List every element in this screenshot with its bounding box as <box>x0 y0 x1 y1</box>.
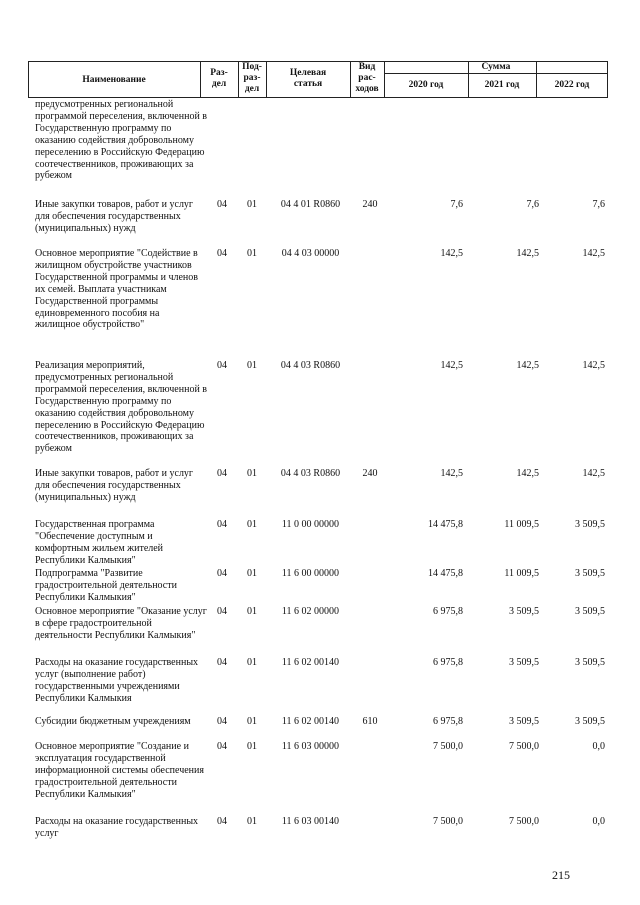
row-expense-type: 610 <box>362 716 378 727</box>
row-sum-2021: 3 509,5 <box>509 606 539 617</box>
row-razdel: 04 <box>217 657 227 668</box>
row-sum-2021: 3 509,5 <box>509 657 539 668</box>
row-target-article: 11 6 03 00140 <box>281 816 340 827</box>
row-sum-2022: 0,0 <box>592 741 605 752</box>
header-podrazdel: Под- раз- дел <box>242 62 262 94</box>
row-name: Реализация мероприятий, предусмотренных региональной программой переселения, включенной в Государственную программу по оказанию содействия добровольному переселению в Российскую Федерацию соотечественников, проживающих за рубежом <box>35 360 208 455</box>
row-podrazdel: 01 <box>247 248 257 259</box>
page-number: 215 <box>552 868 570 882</box>
header-sum: Сумма <box>481 62 511 72</box>
row-sum-2021: 11 009,5 <box>504 519 539 530</box>
row-razdel: 04 <box>217 606 227 617</box>
row-razdel: 04 <box>217 816 227 827</box>
row-sum-2020: 6 975,8 <box>433 716 463 727</box>
row-sum-2021: 3 509,5 <box>509 716 539 727</box>
row-podrazdel: 01 <box>247 716 257 727</box>
row-sum-2022: 0,0 <box>592 816 605 827</box>
row-sum-2020: 142,5 <box>440 360 463 371</box>
header-name: Наименование <box>82 75 146 85</box>
row-sum-2021: 11 009,5 <box>504 568 539 579</box>
row-name: Субсидии бюджетным учреждениям <box>35 716 191 727</box>
row-podrazdel: 01 <box>247 568 257 579</box>
row-sum-2022: 3 509,5 <box>575 568 605 579</box>
row-target-article: 04 4 01 R0860 <box>280 199 341 210</box>
row-sum-2020: 14 475,8 <box>428 519 463 530</box>
row-name: Иные закупки товаров, работ и услуг для обеспечения государственных (муниципальных) нужд <box>35 468 194 503</box>
row-expense-type: 240 <box>362 468 378 479</box>
row-sum-2020: 7 500,0 <box>433 816 463 827</box>
row-target-article: 11 6 02 00140 <box>281 657 340 668</box>
row-expense-type: 240 <box>362 199 378 210</box>
row-sum-2022: 142,5 <box>582 468 605 479</box>
row-podrazdel: 01 <box>247 199 257 210</box>
row-sum-2020: 142,5 <box>440 468 463 479</box>
row-sum-2022: 3 509,5 <box>575 519 605 530</box>
row-sum-2022: 3 509,5 <box>575 606 605 617</box>
row-name: предусмотренных региональной программой переселения, включенной в Государственную программу по оказанию содействия добровольному переселению в Российскую Федерацию соотечественников, проживающих за рубежом <box>35 99 208 182</box>
row-sum-2022: 3 509,5 <box>575 716 605 727</box>
row-name: Расходы на оказание государственных услуг <box>35 816 199 839</box>
row-name: Основное мероприятие "Создание и эксплуатация государственной информационной системы обеспечения градостроительной деятельности Республики Калмыкия" <box>35 741 204 800</box>
row-podrazdel: 01 <box>247 519 257 530</box>
header-vid: Вид рас- ходов <box>355 62 379 94</box>
row-sum-2021: 142,5 <box>516 360 539 371</box>
header-year-2022: 2022 год <box>554 80 590 90</box>
row-razdel: 04 <box>217 468 227 479</box>
row-podrazdel: 01 <box>247 606 257 617</box>
header-year-2021: 2021 год <box>484 80 520 90</box>
row-sum-2020: 6 975,8 <box>433 606 463 617</box>
row-sum-2022: 3 509,5 <box>575 657 605 668</box>
row-razdel: 04 <box>217 360 227 371</box>
row-razdel: 04 <box>217 248 227 259</box>
row-name: Иные закупки товаров, работ и услуг для обеспечения государственных (муниципальных) нужд <box>35 199 194 234</box>
row-sum-2021: 7 500,0 <box>509 816 539 827</box>
row-sum-2022: 7,6 <box>592 199 605 210</box>
header-razdel: Раз- дел <box>210 68 228 89</box>
row-sum-2021: 142,5 <box>516 248 539 259</box>
row-name: Государственная программа "Обеспечение доступным и комфортным жильем жителей Республики Калмыкия" <box>35 519 164 566</box>
row-target-article: 11 6 02 00000 <box>281 606 340 617</box>
row-sum-2021: 142,5 <box>516 468 539 479</box>
row-name: Расходы на оказание государственных услуг (выполнение работ) государственными учреждениями Республики Калмыкия <box>35 657 199 704</box>
header-target: Целевая статья <box>289 68 327 89</box>
row-razdel: 04 <box>217 199 227 210</box>
row-razdel: 04 <box>217 716 227 727</box>
row-sum-2022: 142,5 <box>582 248 605 259</box>
row-razdel: 04 <box>217 519 227 530</box>
row-target-article: 11 6 02 00140 <box>281 716 340 727</box>
row-target-article: 11 6 00 00000 <box>281 568 340 579</box>
row-podrazdel: 01 <box>247 360 257 371</box>
row-sum-2020: 14 475,8 <box>428 568 463 579</box>
row-razdel: 04 <box>217 568 227 579</box>
row-sum-2020: 7 500,0 <box>433 741 463 752</box>
row-target-article: 11 6 03 00000 <box>281 741 340 752</box>
row-sum-2020: 7,6 <box>450 199 463 210</box>
row-name: Подпрограмма "Развитие градостроительной деятельности Республики Калмыкия" <box>35 568 177 603</box>
row-sum-2022: 142,5 <box>582 360 605 371</box>
row-name: Основное мероприятие "Содействие в жилищном обустройстве участников Государственной программы и членов их семей. Выплата участникам Государственной программы единовременного пособия на жилищное обустройство" <box>35 248 198 331</box>
row-target-article: 04 4 03 R0860 <box>280 360 341 371</box>
row-target-article: 04 4 03 00000 <box>281 248 340 259</box>
row-target-article: 11 0 00 00000 <box>281 519 340 530</box>
row-podrazdel: 01 <box>247 657 257 668</box>
row-podrazdel: 01 <box>247 741 257 752</box>
row-name: Основное мероприятие "Оказание услуг в сфере градостроительной деятельности Республики Калмыкия" <box>35 606 207 641</box>
row-sum-2020: 142,5 <box>440 248 463 259</box>
row-podrazdel: 01 <box>247 468 257 479</box>
row-sum-2021: 7 500,0 <box>509 741 539 752</box>
row-target-article: 04 4 03 R0860 <box>280 468 341 479</box>
header-year-2020: 2020 год <box>408 80 444 90</box>
row-razdel: 04 <box>217 741 227 752</box>
row-sum-2021: 7,6 <box>526 199 539 210</box>
row-podrazdel: 01 <box>247 816 257 827</box>
row-sum-2020: 6 975,8 <box>433 657 463 668</box>
